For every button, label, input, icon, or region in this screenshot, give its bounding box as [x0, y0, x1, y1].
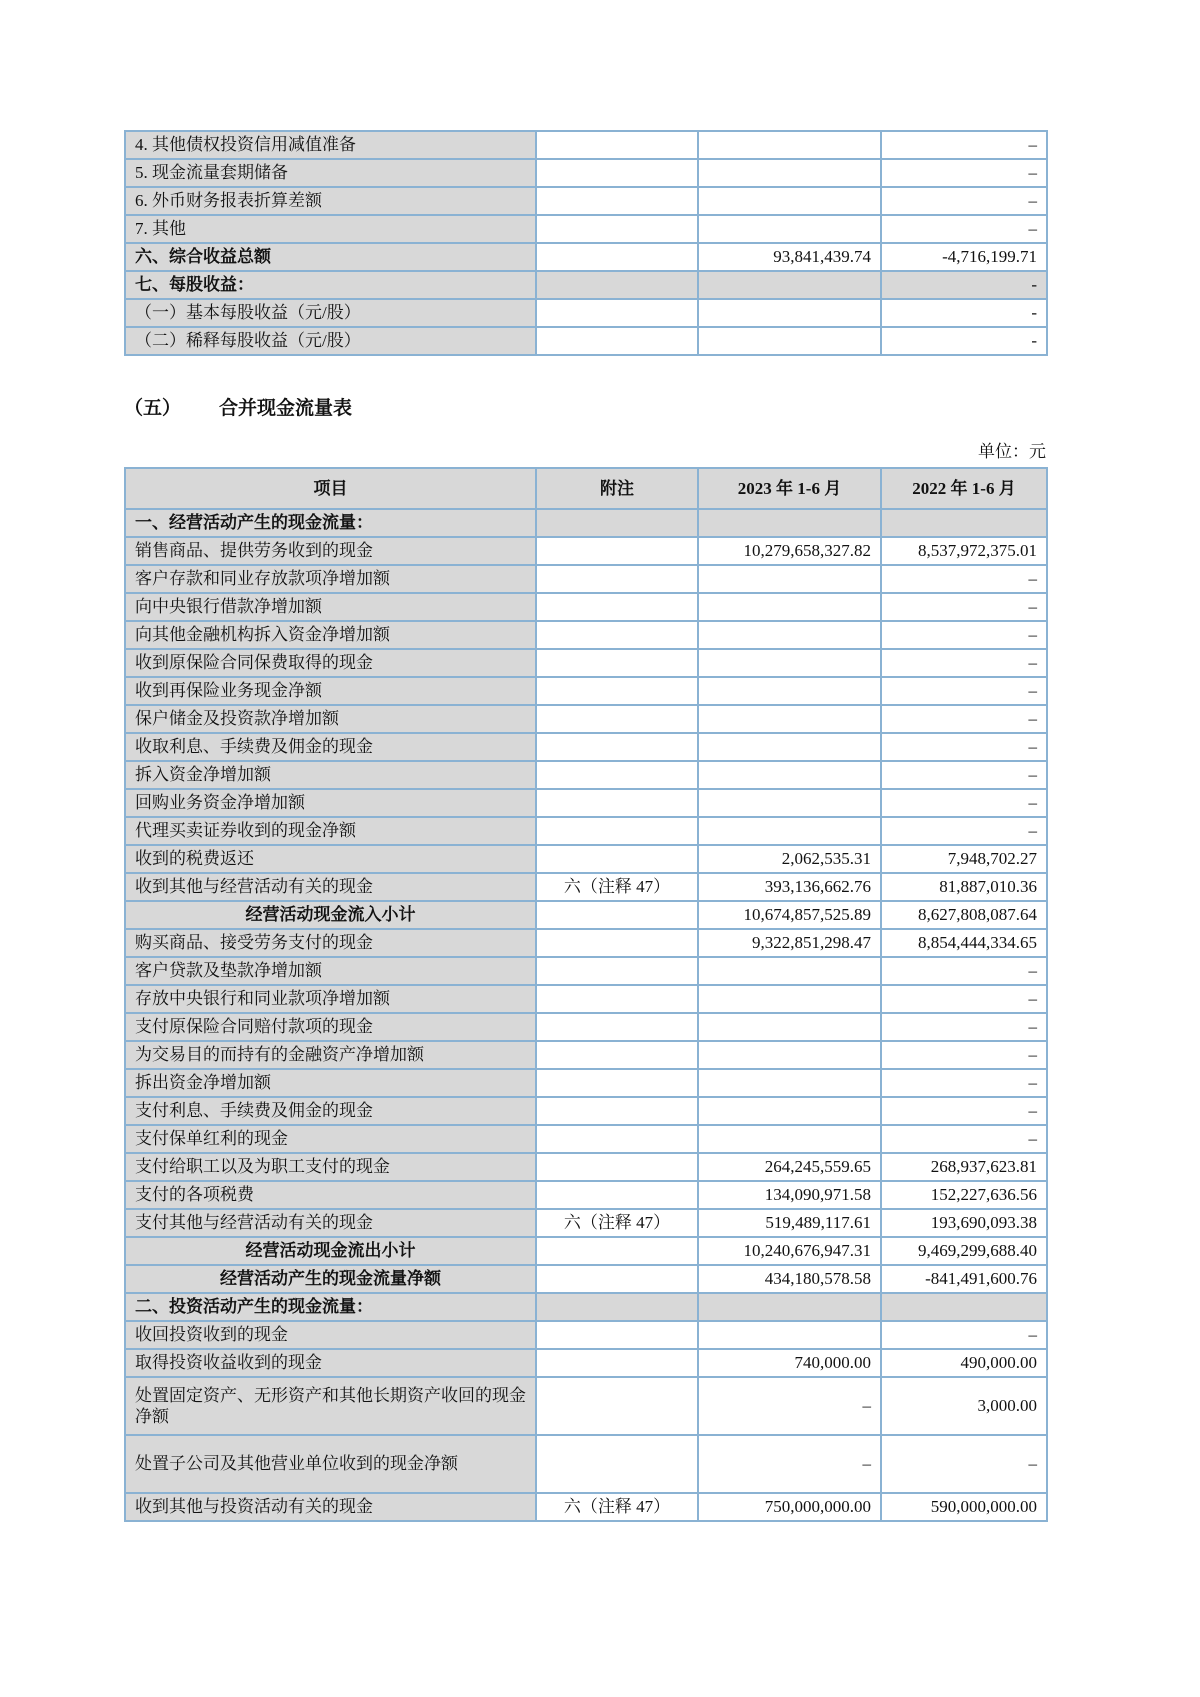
- cell-note: [536, 537, 698, 565]
- table-row: [125, 537, 1047, 565]
- table-row: [125, 509, 1047, 537]
- table-header-row: [125, 468, 1047, 509]
- cell-value-2022: –: [881, 1321, 1047, 1349]
- cell-note: 六（注释 47）: [536, 1493, 698, 1521]
- cell-note: [536, 957, 698, 985]
- table-row: [125, 215, 1047, 243]
- table-row: [125, 733, 1047, 761]
- comprehensive-income-table: [124, 130, 1048, 356]
- cell-value-2022: –: [881, 985, 1047, 1013]
- cell-item-label: 客户存款和同业存放款项净增加额: [125, 565, 536, 593]
- cell-note: [536, 649, 698, 677]
- cell-note: [536, 1377, 698, 1435]
- cell-note: [536, 845, 698, 873]
- cell-item-label: 7. 其他: [125, 215, 536, 243]
- cell-value-2022: 8,854,444,334.65: [881, 929, 1047, 957]
- cell-value-2022: 7,948,702.27: [881, 845, 1047, 873]
- cell-value-2023: 10,674,857,525.89: [698, 901, 881, 929]
- table-row: [125, 873, 1047, 901]
- cell-value-2023: 2,062,535.31: [698, 845, 881, 873]
- cell-note: [536, 1237, 698, 1265]
- cell-note: [536, 271, 698, 299]
- table-row: [125, 243, 1047, 271]
- cell-value-2022: –: [881, 565, 1047, 593]
- cell-note: [536, 159, 698, 187]
- table-row: [125, 187, 1047, 215]
- table-row: [125, 761, 1047, 789]
- cell-item-label: 存放中央银行和同业款项净增加额: [125, 985, 536, 1013]
- table-row: [125, 1377, 1047, 1435]
- cell-note: [536, 677, 698, 705]
- cell-item-label: 收回投资收到的现金: [125, 1321, 536, 1349]
- table-row: [125, 705, 1047, 733]
- cell-note: 六（注释 47）: [536, 873, 698, 901]
- cell-value-2022: –: [881, 215, 1047, 243]
- cell-value-2022: -: [881, 327, 1047, 355]
- cell-value-2022: –: [881, 1097, 1047, 1125]
- cell-value-2022: –: [881, 789, 1047, 817]
- table-row: [125, 327, 1047, 355]
- cell-note: [536, 1013, 698, 1041]
- table-row: [125, 159, 1047, 187]
- cell-item-label: 4. 其他债权投资信用减值准备: [125, 131, 536, 159]
- cell-note: [536, 131, 698, 159]
- table-row: [125, 565, 1047, 593]
- cell-value-2022: –: [881, 1435, 1047, 1493]
- table-row: [125, 299, 1047, 327]
- cell-value-2023: [698, 159, 881, 187]
- cell-note: [536, 789, 698, 817]
- header-note: 附注: [536, 468, 698, 509]
- table-row: [125, 677, 1047, 705]
- cell-value-2023: [698, 705, 881, 733]
- table-row: [125, 985, 1047, 1013]
- cell-item-label: 经营活动现金流出小计: [125, 1237, 536, 1265]
- header-item: 项目: [125, 468, 536, 509]
- cell-note: [536, 621, 698, 649]
- cell-value-2023: [698, 1097, 881, 1125]
- cell-value-2022: 8,537,972,375.01: [881, 537, 1047, 565]
- cell-note: [536, 1321, 698, 1349]
- cell-value-2023: [698, 1125, 881, 1153]
- table-row: [125, 1435, 1047, 1493]
- cell-value-2023: [698, 299, 881, 327]
- table-row: [125, 1153, 1047, 1181]
- table-row: [125, 1181, 1047, 1209]
- cell-value-2022: –: [881, 817, 1047, 845]
- cell-value-2023: [698, 131, 881, 159]
- page-content: [124, 0, 1046, 1522]
- cell-value-2022: –: [881, 1125, 1047, 1153]
- cell-item-label: （二）稀释每股收益（元/股）: [125, 327, 536, 355]
- cell-value-2023: 393,136,662.76: [698, 873, 881, 901]
- cell-note: [536, 733, 698, 761]
- cell-item-label: 支付的各项税费: [125, 1181, 536, 1209]
- cell-note: [536, 1041, 698, 1069]
- cell-item-label: 经营活动产生的现金流量净额: [125, 1265, 536, 1293]
- table-row: [125, 1013, 1047, 1041]
- cell-value-2022: 8,627,808,087.64: [881, 901, 1047, 929]
- table-row: [125, 131, 1047, 159]
- cell-value-2022: 490,000.00: [881, 1349, 1047, 1377]
- cell-value-2022: –: [881, 677, 1047, 705]
- section-title: [124, 393, 1046, 420]
- cell-note: [536, 187, 698, 215]
- cell-value-2022: 590,000,000.00: [881, 1493, 1047, 1521]
- cell-value-2022: –: [881, 733, 1047, 761]
- cell-item-label: 收取利息、手续费及佣金的现金: [125, 733, 536, 761]
- table-row: [125, 1209, 1047, 1237]
- cell-item-label: 支付给职工以及为职工支付的现金: [125, 1153, 536, 1181]
- cell-value-2023: 10,279,658,327.82: [698, 537, 881, 565]
- cell-value-2022: 9,469,299,688.40: [881, 1237, 1047, 1265]
- cell-value-2023: [698, 327, 881, 355]
- cell-value-2023: [698, 677, 881, 705]
- cell-item-label: 收到再保险业务现金净额: [125, 677, 536, 705]
- cell-value-2022: –: [881, 1013, 1047, 1041]
- cell-note: [536, 705, 698, 733]
- cell-value-2023: 134,090,971.58: [698, 1181, 881, 1209]
- cell-value-2022: –: [881, 649, 1047, 677]
- table-row: [125, 1293, 1047, 1321]
- cell-value-2022: -: [881, 299, 1047, 327]
- cell-item-label: 向其他金融机构拆入资金净增加额: [125, 621, 536, 649]
- table-row: [125, 929, 1047, 957]
- cell-item-label: 七、每股收益：: [125, 271, 536, 299]
- cell-item-label: 处置固定资产、无形资产和其他长期资产收回的现金净额: [125, 1377, 536, 1435]
- cell-value-2022: –: [881, 131, 1047, 159]
- cell-value-2022: –: [881, 1041, 1047, 1069]
- cell-value-2023: –: [698, 1377, 881, 1435]
- table-row: [125, 1069, 1047, 1097]
- cell-note: [536, 1293, 698, 1321]
- cell-value-2023: 434,180,578.58: [698, 1265, 881, 1293]
- cell-note: [536, 985, 698, 1013]
- cell-note: [536, 593, 698, 621]
- cell-note: [536, 1265, 698, 1293]
- cell-value-2022: –: [881, 187, 1047, 215]
- cell-note: [536, 1069, 698, 1097]
- table-row: [125, 1237, 1047, 1265]
- cell-value-2023: –: [698, 1435, 881, 1493]
- section-number: （五）: [124, 398, 182, 419]
- cell-value-2023: [698, 187, 881, 215]
- table-row: [125, 649, 1047, 677]
- cell-item-label: 拆出资金净增加额: [125, 1069, 536, 1097]
- header-period-2023: 2023 年 1-6 月: [698, 468, 881, 509]
- cell-item-label: 六、综合收益总额: [125, 243, 536, 271]
- table-row: [125, 1265, 1047, 1293]
- cell-value-2022: 81,887,010.36: [881, 873, 1047, 901]
- cash-flow-table: [124, 467, 1048, 1522]
- cell-value-2022: -841,491,600.76: [881, 1265, 1047, 1293]
- cell-value-2022: [881, 509, 1047, 537]
- table-row: [125, 271, 1047, 299]
- cell-value-2022: 3,000.00: [881, 1377, 1047, 1435]
- cell-value-2023: 264,245,559.65: [698, 1153, 881, 1181]
- cell-value-2023: 10,240,676,947.31: [698, 1237, 881, 1265]
- cell-value-2023: [698, 1293, 881, 1321]
- cell-item-label: 处置子公司及其他营业单位收到的现金净额: [125, 1435, 536, 1493]
- cell-value-2022: –: [881, 593, 1047, 621]
- cell-value-2022: 268,937,623.81: [881, 1153, 1047, 1181]
- cell-value-2022: –: [881, 1069, 1047, 1097]
- cell-value-2022: 152,227,636.56: [881, 1181, 1047, 1209]
- cell-item-label: 取得投资收益收到的现金: [125, 1349, 536, 1377]
- cell-item-label: 经营活动现金流入小计: [125, 901, 536, 929]
- cell-item-label: 6. 外币财务报表折算差额: [125, 187, 536, 215]
- cell-value-2022: –: [881, 159, 1047, 187]
- cell-item-label: 拆入资金净增加额: [125, 761, 536, 789]
- cell-item-label: 代理买卖证券收到的现金净额: [125, 817, 536, 845]
- cell-value-2023: 93,841,439.74: [698, 243, 881, 271]
- cell-note: [536, 1153, 698, 1181]
- cell-value-2023: [698, 593, 881, 621]
- cell-note: [536, 929, 698, 957]
- table-row: [125, 1493, 1047, 1521]
- cell-item-label: 购买商品、接受劳务支付的现金: [125, 929, 536, 957]
- cell-note: [536, 215, 698, 243]
- cell-item-label: 5. 现金流量套期储备: [125, 159, 536, 187]
- cell-value-2023: [698, 271, 881, 299]
- cell-item-label: 为交易目的而持有的金融资产净增加额: [125, 1041, 536, 1069]
- cell-value-2023: [698, 733, 881, 761]
- cell-value-2023: [698, 1321, 881, 1349]
- cell-value-2022: -4,716,199.71: [881, 243, 1047, 271]
- cell-note: [536, 901, 698, 929]
- cell-value-2023: [698, 565, 881, 593]
- cell-note: [536, 565, 698, 593]
- cell-item-label: 收到其他与经营活动有关的现金: [125, 873, 536, 901]
- cell-item-label: 收到的税费返还: [125, 845, 536, 873]
- cell-item-label: 二、投资活动产生的现金流量：: [125, 1293, 536, 1321]
- cell-item-label: 支付利息、手续费及佣金的现金: [125, 1097, 536, 1125]
- cell-item-label: 销售商品、提供劳务收到的现金: [125, 537, 536, 565]
- cell-note: [536, 1349, 698, 1377]
- cell-note: [536, 243, 698, 271]
- table-row: [125, 1321, 1047, 1349]
- table-row: [125, 1041, 1047, 1069]
- cell-note: [536, 1097, 698, 1125]
- cell-note: [536, 299, 698, 327]
- table-row: [125, 1349, 1047, 1377]
- cell-value-2023: 740,000.00: [698, 1349, 881, 1377]
- cell-value-2023: [698, 215, 881, 243]
- cell-value-2022: 193,690,093.38: [881, 1209, 1047, 1237]
- cell-value-2022: [881, 1293, 1047, 1321]
- cell-item-label: 收到原保险合同保费取得的现金: [125, 649, 536, 677]
- cell-value-2023: [698, 649, 881, 677]
- cell-item-label: 回购业务资金净增加额: [125, 789, 536, 817]
- table-row: [125, 817, 1047, 845]
- cell-item-label: 客户贷款及垫款净增加额: [125, 957, 536, 985]
- table-row: [125, 901, 1047, 929]
- cell-item-label: 支付保单红利的现金: [125, 1125, 536, 1153]
- cell-note: [536, 817, 698, 845]
- cell-value-2023: 519,489,117.61: [698, 1209, 881, 1237]
- cell-value-2022: –: [881, 705, 1047, 733]
- cell-note: [536, 1181, 698, 1209]
- section-title-text: 合并现金流量表: [219, 398, 353, 419]
- table-row: [125, 593, 1047, 621]
- table-row: [125, 845, 1047, 873]
- table-row: [125, 1125, 1047, 1153]
- cell-note: [536, 509, 698, 537]
- cell-item-label: 支付其他与经营活动有关的现金: [125, 1209, 536, 1237]
- cell-value-2023: [698, 985, 881, 1013]
- cell-item-label: 保户储金及投资款净增加额: [125, 705, 536, 733]
- cell-value-2022: –: [881, 957, 1047, 985]
- cell-item-label: 收到其他与投资活动有关的现金: [125, 1493, 536, 1521]
- cell-value-2023: [698, 761, 881, 789]
- cell-note: [536, 1435, 698, 1493]
- cell-value-2022: -: [881, 271, 1047, 299]
- cell-value-2023: [698, 1041, 881, 1069]
- cell-value-2023: [698, 789, 881, 817]
- cell-item-label: 向中央银行借款净增加额: [125, 593, 536, 621]
- cell-note: [536, 761, 698, 789]
- cell-value-2022: –: [881, 761, 1047, 789]
- cell-item-label: 一、经营活动产生的现金流量：: [125, 509, 536, 537]
- cell-value-2023: [698, 957, 881, 985]
- table-row: [125, 1097, 1047, 1125]
- cell-value-2023: 750,000,000.00: [698, 1493, 881, 1521]
- cell-note: [536, 327, 698, 355]
- cell-value-2023: [698, 509, 881, 537]
- cell-note: [536, 1125, 698, 1153]
- cell-value-2023: [698, 621, 881, 649]
- cell-value-2023: [698, 817, 881, 845]
- cell-value-2022: –: [881, 621, 1047, 649]
- cell-item-label: （一）基本每股收益（元/股）: [125, 299, 536, 327]
- table-row: [125, 789, 1047, 817]
- table-row: [125, 957, 1047, 985]
- cell-value-2023: 9,322,851,298.47: [698, 929, 881, 957]
- header-period-2022: 2022 年 1-6 月: [881, 468, 1047, 509]
- cell-note: 六（注释 47）: [536, 1209, 698, 1237]
- table-row: [125, 621, 1047, 649]
- unit-label: 单位：元: [978, 442, 1046, 461]
- cell-item-label: 支付原保险合同赔付款项的现金: [125, 1013, 536, 1041]
- cell-value-2023: [698, 1013, 881, 1041]
- cell-value-2023: [698, 1069, 881, 1097]
